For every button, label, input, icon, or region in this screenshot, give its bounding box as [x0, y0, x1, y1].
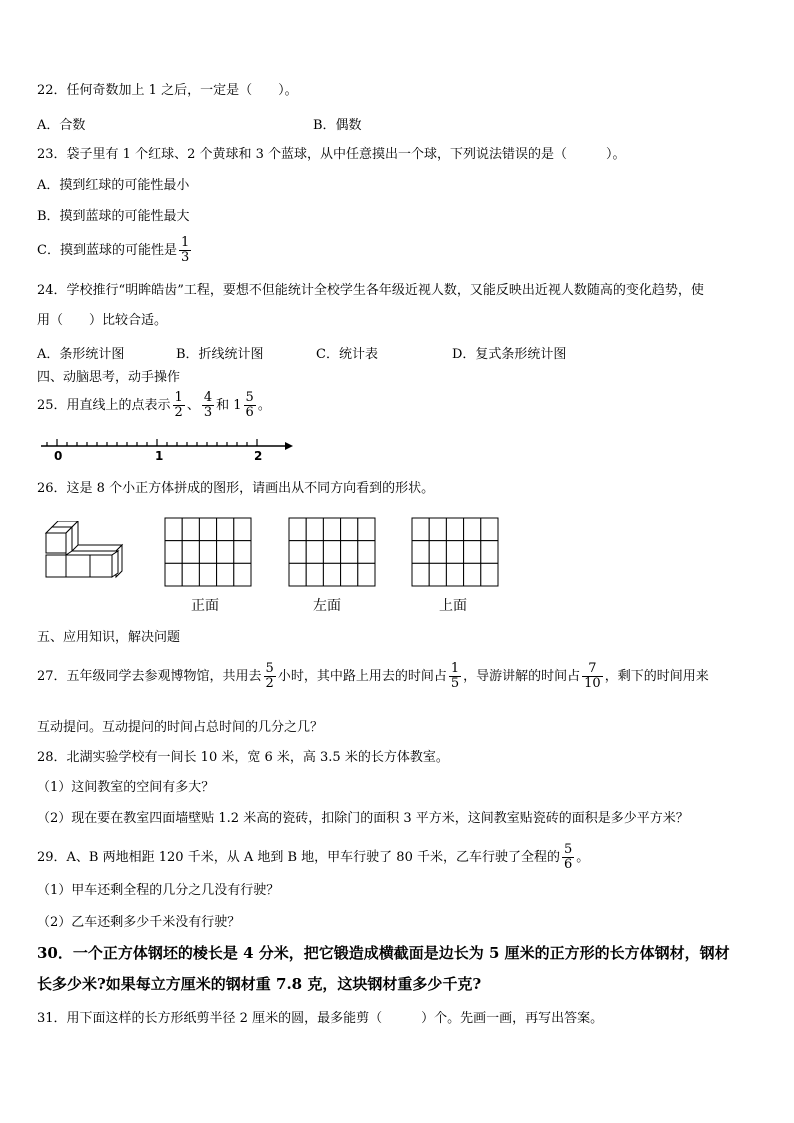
number-line-ticks — [47, 439, 257, 446]
separator: 、 — [186, 398, 200, 413]
fraction-four-thirds — [202, 391, 214, 420]
q30-stem-line2: 长多少米?如果每立方厘米的钢材重 7.8 克，这块钢材重多少千克? — [37, 975, 482, 993]
fraction-numerator: 1 — [174, 390, 183, 405]
fraction-numerator: 1 — [180, 235, 190, 250]
fraction-denominator: 3 — [180, 250, 190, 265]
grid-cell[interactable] — [182, 563, 199, 586]
grid-cell[interactable] — [412, 541, 429, 564]
q23-option-c-text: C．摸到蓝球的可能性是 — [37, 243, 177, 258]
grid-cell[interactable] — [358, 518, 375, 541]
number-line-arrow-icon — [285, 442, 293, 450]
q22-option-b: B．偶数 — [313, 118, 362, 133]
grid-cell[interactable] — [306, 518, 323, 541]
q23-stem: 23．袋子里有 1 个红球、2 个黄球和 3 个蓝球，从中任意摸出一个球，下列说法错误的是（ ）。 — [37, 147, 626, 162]
grid-cell[interactable] — [481, 563, 498, 586]
fraction-denominator: 3 — [203, 405, 213, 420]
grid-cell[interactable] — [217, 563, 234, 586]
tick-label-1: 1 — [155, 449, 164, 463]
fraction-five-sixths — [244, 391, 256, 420]
fraction-numerator: 5 — [245, 390, 254, 405]
grid-cell[interactable] — [481, 541, 498, 564]
q24-stem-line1: 24．学校推行“明眸皓齿”工程，要想不但能统计全校学生各年级近视人数，又能反映出近视人数随高的变化趋势，使 — [37, 283, 704, 298]
grid-cell[interactable] — [341, 518, 358, 541]
q24-option-c: C．统计表 — [316, 347, 378, 362]
fraction-numerator: 5 — [563, 842, 573, 857]
period: 。 — [257, 398, 271, 413]
grid-cell[interactable] — [306, 541, 323, 564]
fraction-denominator: 5 — [450, 676, 460, 691]
grid-cell[interactable] — [429, 541, 446, 564]
tick-label-2: 2 — [254, 449, 263, 463]
q27-stem-line1 — [37, 662, 709, 691]
q28-sub-2: （2）现在要在教室四面墙壁贴 1.2 米高的瓷砖，扣除门的面积 3 平方米，这间教室贴瓷砖的面积是多少平方米？ — [37, 811, 689, 826]
grid-cell[interactable] — [289, 518, 306, 541]
grid-cell[interactable] — [306, 563, 323, 586]
grid-cell[interactable] — [199, 518, 216, 541]
grid-cell[interactable] — [165, 541, 182, 564]
fraction-denominator: 6 — [563, 857, 573, 872]
grid-cell[interactable] — [429, 518, 446, 541]
cube-side-face — [112, 551, 118, 577]
grid-cell[interactable] — [429, 563, 446, 586]
q27-text-3: ，导游讲解的时间占 — [463, 669, 581, 684]
and-text: 和 1 — [216, 398, 242, 413]
period: 。 — [576, 850, 590, 865]
grid-top-view — [411, 517, 499, 587]
q22-option-a: A．合数 — [37, 118, 86, 133]
grid-cell[interactable] — [446, 541, 463, 564]
grid-cell[interactable] — [234, 518, 251, 541]
fraction-denominator: 2 — [265, 676, 274, 691]
fraction-seven-tenths — [582, 662, 603, 691]
grid-cell[interactable] — [182, 518, 199, 541]
fraction-numerator: 7 — [582, 662, 603, 677]
q30-stem-line1: 30．一个正方体钢坯的棱长是 4 分米，把它锻造成横截面是边长为 5 厘米的正方形的长方体钢材，钢材 — [37, 944, 730, 962]
q27-text-1: 27．五年级同学去参观博物馆，共用去 — [37, 669, 262, 684]
q28-stem: 28．北湖实验学校有一间长 10 米，宽 6 米，高 3.5 米的长方体教室。 — [37, 750, 449, 765]
grid-cell[interactable] — [182, 541, 199, 564]
q23-option-a: A．摸到红球的可能性最小 — [37, 178, 190, 193]
grid-front-view — [164, 517, 252, 587]
q25-text: 25．用直线上的点表示 — [37, 398, 171, 413]
section-4-heading: 四、动脑思考，动手操作 — [37, 370, 181, 385]
cube-front-face — [46, 533, 66, 553]
q23-option-c — [37, 236, 193, 265]
q27-stem-line2: 互动提问。互动提问的时间占总时间的几分之几？ — [37, 720, 324, 735]
grid-cell[interactable] — [446, 563, 463, 586]
grid-cell[interactable] — [234, 563, 251, 586]
q29-sub-2: （2）乙车还剩多少千米没有行驶？ — [37, 915, 241, 930]
q25-stem — [37, 391, 271, 420]
fraction-five-halves — [264, 662, 276, 691]
cube-figure — [44, 521, 126, 579]
fraction-numerator: 4 — [203, 390, 213, 405]
cube-front-face — [90, 555, 112, 577]
grid-cell[interactable] — [464, 518, 481, 541]
grid-cell[interactable] — [234, 541, 251, 564]
grid-cell[interactable] — [289, 541, 306, 564]
grid-left-view — [288, 517, 376, 587]
grid-cell[interactable] — [464, 563, 481, 586]
fraction-five-sixths — [562, 843, 574, 872]
grid-cell[interactable] — [289, 563, 306, 586]
fraction-one-half — [173, 391, 185, 420]
q27-text-4: ，剩下的时间用来 — [604, 669, 709, 684]
grid-cell[interactable] — [323, 541, 340, 564]
q24-option-d: D．复式条形统计图 — [452, 347, 567, 362]
q29-stem — [37, 843, 589, 872]
label-left-view: 左面 — [313, 598, 341, 614]
grid-cell[interactable] — [165, 518, 182, 541]
tick-label-0: 0 — [54, 449, 63, 463]
grid-cell[interactable] — [341, 563, 358, 586]
grid-cell[interactable] — [217, 541, 234, 564]
q28-sub-1: （1）这间教室的空间有多大？ — [37, 780, 215, 795]
q31-stem: 31．用下面这样的长方形纸剪半径 2 厘米的圆，最多能剪（ ）个。先画一画，再写出答案。 — [37, 1011, 604, 1026]
cube-front-face — [66, 555, 90, 577]
q23-option-b: B．摸到蓝球的可能性最大 — [37, 209, 190, 224]
grid-cell[interactable] — [358, 541, 375, 564]
fraction-denominator: 6 — [245, 405, 254, 420]
q29-text: 29．A、B 两地相距 120 千米，从 A 地到 B 地，甲车行驶了 80 千米，乙车行驶了全程的 — [37, 850, 560, 865]
grid-cell[interactable] — [323, 518, 340, 541]
grid-cell[interactable] — [165, 563, 182, 586]
grid-cell[interactable] — [199, 541, 216, 564]
cube-front-face — [46, 555, 66, 577]
grid-cell[interactable] — [358, 563, 375, 586]
q26-stem: 26．这是 8 个小正方体拼成的图形，请画出从不同方向看到的形状。 — [37, 481, 435, 496]
fraction-one-fifth — [449, 662, 461, 691]
grid-cell[interactable] — [412, 518, 429, 541]
fraction-denominator: 10 — [584, 676, 601, 691]
fraction-denominator: 2 — [174, 405, 183, 420]
q24-stem-line2: 用（ ）比较合适。 — [37, 313, 168, 328]
grid-cell[interactable] — [412, 563, 429, 586]
grid-cell[interactable] — [464, 541, 481, 564]
q24-option-b: B．折线统计图 — [176, 347, 264, 362]
grid-cell[interactable] — [217, 518, 234, 541]
cube-top-face — [66, 551, 118, 555]
fraction-one-third — [179, 236, 191, 265]
grid-cell[interactable] — [323, 563, 340, 586]
label-top-view: 上面 — [439, 598, 467, 614]
section-5-heading: 五、应用知识，解决问题 — [37, 630, 181, 645]
grid-cell[interactable] — [199, 563, 216, 586]
grid-cell[interactable] — [341, 541, 358, 564]
q22-stem: 22．任何奇数加上 1 之后，一定是（ ）。 — [37, 83, 298, 98]
q29-sub-1: （1）甲车还剩全程的几分之几没有行驶？ — [37, 883, 280, 898]
cube-top-face — [72, 545, 122, 551]
grid-cell[interactable] — [481, 518, 498, 541]
fraction-numerator: 1 — [450, 661, 460, 676]
q27-text-2: 小时，其中路上用去的时间占 — [277, 669, 447, 684]
label-front-view: 正面 — [191, 598, 219, 614]
grid-cell[interactable] — [446, 518, 463, 541]
q24-option-a: A．条形统计图 — [37, 347, 125, 362]
fraction-numerator: 5 — [265, 661, 274, 676]
